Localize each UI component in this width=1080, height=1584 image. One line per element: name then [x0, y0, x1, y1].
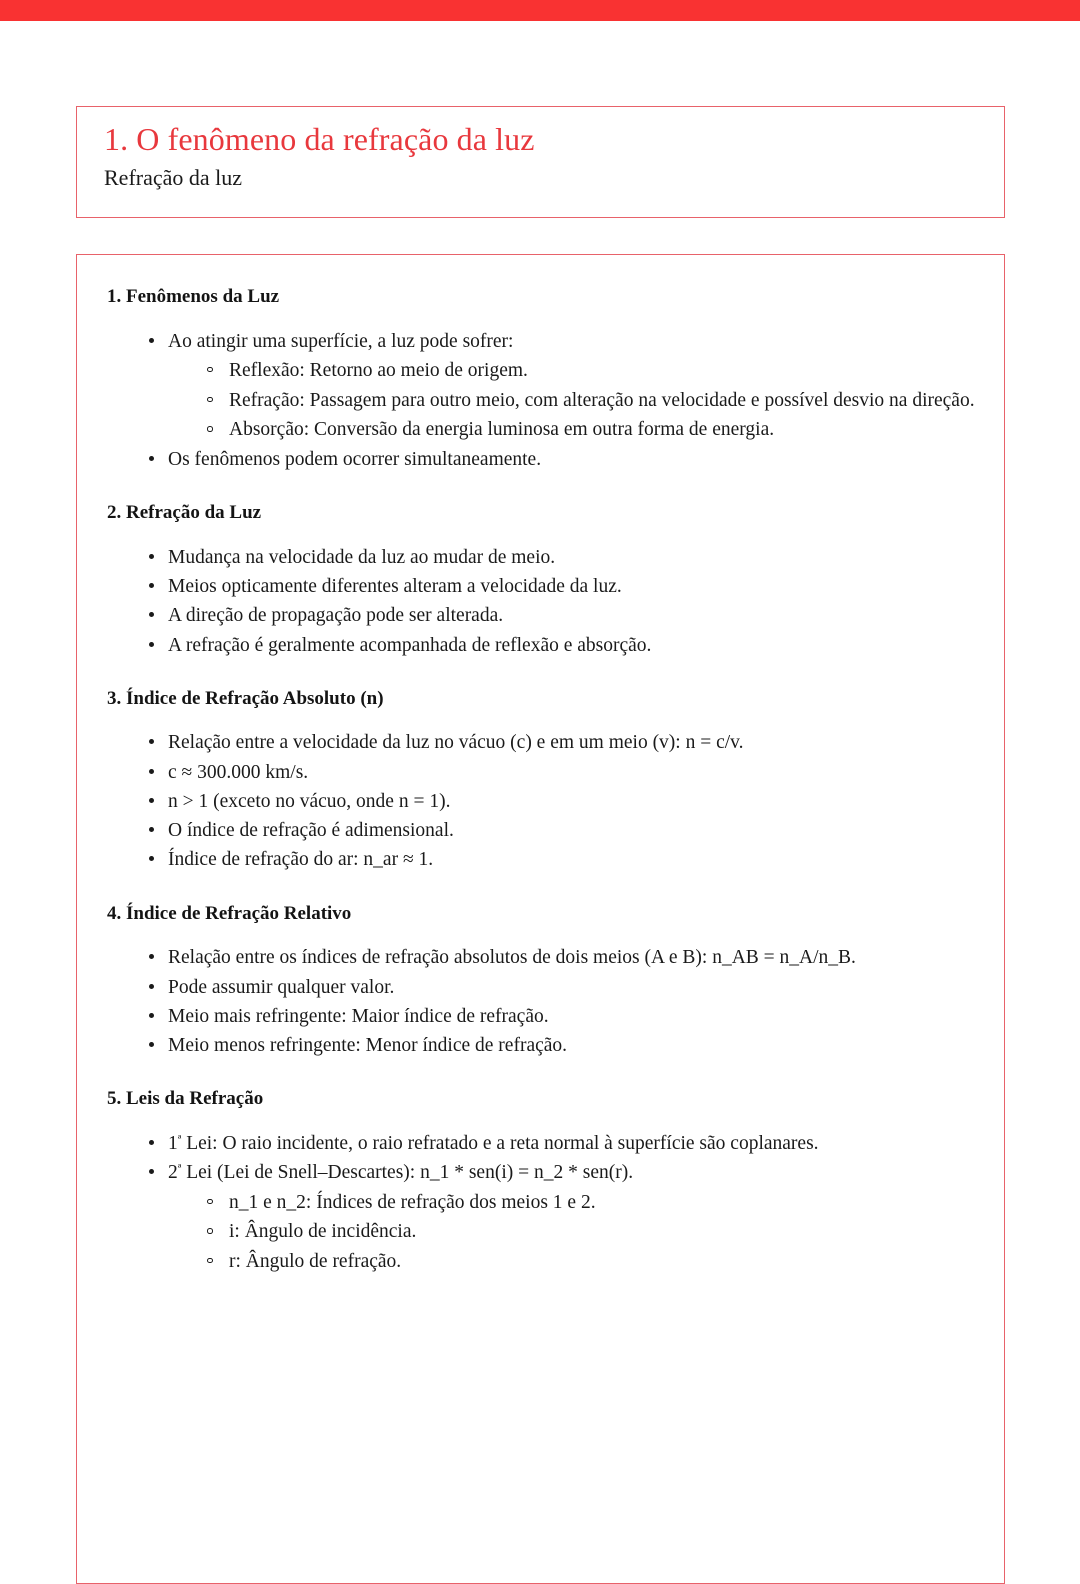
list-item-text: A direção de propagação pode ser alterada.	[168, 605, 504, 627]
list-item	[146, 1002, 982, 1031]
page-title: 1. O fenômeno da refração da luz	[104, 121, 535, 157]
list-item	[146, 543, 982, 572]
list-item-text: Pode assumir qualquer valor.	[168, 976, 395, 998]
sub-list-item: n_1 e n_2: Índices de refração dos meios 1 e 2.	[205, 1188, 982, 1218]
sub-list-item: r: Ângulo de refração.	[205, 1247, 982, 1277]
list-item	[146, 816, 982, 845]
list-item-text: Relação entre a velocidade da luz no vácuo (c) e em um meio (v): n = c/v.	[168, 732, 744, 754]
list-item	[146, 572, 982, 601]
list-item	[146, 1031, 982, 1060]
list-item: $2^ª$ Lei (Lei de Snell–Descartes): n_1 * sen(i) = n_2 * sen(r). n_1 e n_2: Índices de refração dos meios 1 e 2. i: Ângulo de incidência. r: Ângulo de refração.	[146, 1158, 982, 1276]
list-item-text: Meio menos refringente: Menor índice de refração.	[168, 1035, 568, 1057]
ordinal-indicator: ª	[177, 1161, 182, 1176]
list-item	[146, 943, 982, 972]
bullet-list	[107, 728, 982, 874]
document-header-card	[76, 106, 1005, 218]
list-item	[146, 728, 982, 757]
page-subtitle: Refração da luz	[104, 164, 243, 190]
sub-list-item: Reflexão: Retorno ao meio de origem.	[205, 356, 982, 386]
list-item-text: c ≈ 300.000 km/s.	[168, 761, 309, 783]
sub-list-item: Refração: Passagem para outro meio, com alteração na velocidade e possível desvio na direção.	[205, 386, 982, 416]
bullet-list	[107, 327, 982, 474]
ordinal-indicator: ª	[177, 1132, 182, 1147]
section-heading: 3. Índice de Refração Absoluto (n)	[107, 687, 384, 709]
list-item	[146, 631, 982, 660]
content-section	[107, 285, 982, 474]
section-heading: 4. Índice de Refração Relativo	[107, 902, 352, 924]
list-item	[146, 758, 982, 787]
bullet-list	[107, 1129, 982, 1276]
list-item-text: Meio mais refringente: Maior índice de refração.	[168, 1005, 549, 1027]
list-item	[146, 845, 982, 874]
sub-list-item: i: Ângulo de incidência.	[205, 1217, 982, 1247]
list-item	[146, 601, 982, 630]
content-section	[107, 687, 982, 875]
list-item-text: Os fenômenos podem ocorrer simultaneamente.	[168, 448, 542, 470]
content-section	[107, 501, 982, 660]
sub-bullet-list	[168, 1188, 982, 1277]
sub-bullet-list	[168, 356, 982, 445]
section-heading: 2. Refração da Luz	[107, 502, 262, 524]
bullet-list	[107, 543, 982, 660]
list-item	[146, 787, 982, 816]
list-item-text: Mudança na velocidade da luz ao mudar de meio.	[168, 546, 556, 568]
top-accent-bar	[0, 0, 1080, 21]
list-item: $1^ª$ Lei: O raio incidente, o raio refratado e a reta normal à superfície são coplanares.	[146, 1129, 982, 1158]
content-section	[107, 1087, 982, 1276]
list-item-text: A refração é geralmente acompanhada de reflexão e absorção.	[168, 634, 652, 656]
list-item-text: Ao atingir uma superfície, a luz pode sofrer:	[168, 330, 514, 352]
section-heading: 1. Fenômenos da Luz	[107, 286, 280, 307]
list-item-text: O índice de refração é adimensional.	[168, 820, 454, 842]
list-item-text: Relação entre os índices de refração absolutos de dois meios (A e B): n_AB = n_A/n_B.	[168, 947, 856, 969]
list-item-text: Índice de refração do ar: n_ar ≈ 1.	[168, 849, 434, 871]
list-item	[146, 445, 982, 474]
list-item-text: n > 1 (exceto no vácuo, onde n = 1).	[168, 790, 451, 812]
sub-list-item: Absorção: Conversão da energia luminosa em outra forma de energia.	[205, 415, 982, 445]
content-section	[107, 902, 982, 1061]
list-item	[146, 327, 982, 445]
document-content-card	[76, 254, 1005, 1584]
list-item-text: Meios opticamente diferentes alteram a velocidade da luz.	[168, 576, 622, 597]
bullet-list	[107, 943, 982, 1060]
section-heading: 5. Leis da Refração	[107, 1088, 264, 1110]
list-item	[146, 973, 982, 1002]
